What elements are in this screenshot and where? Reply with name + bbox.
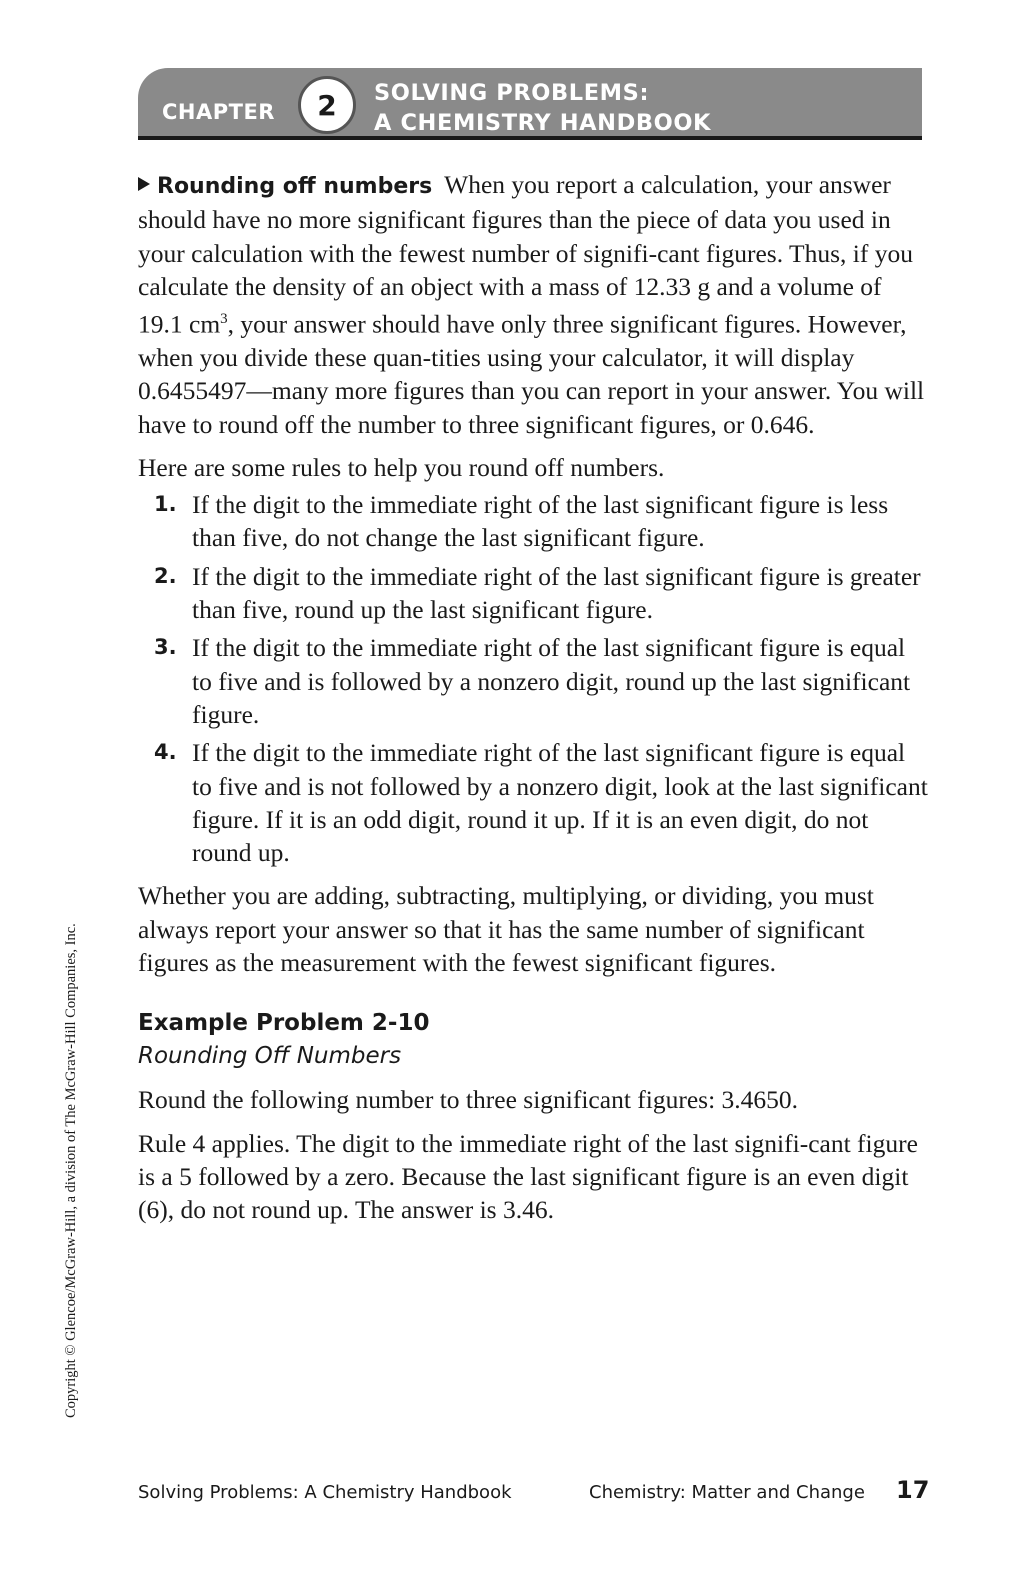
footer-book-title: Solving Problems: A Chemistry Handbook — [138, 1482, 512, 1503]
rules-list — [138, 488, 928, 869]
rule-item — [138, 488, 928, 555]
closing-paragraph: Whether you are adding, subtracting, multiplying, or dividing, you must always report your answer so that it has the same number of significant figures as the measurement with the fewest significant figures. — [138, 881, 874, 978]
chapter-label: CHAPTER — [162, 100, 275, 124]
rule-text: If the digit to the immediate right of the last significant figure is greater than five, round up the last significant figure. — [192, 561, 921, 625]
chapter-title-line-1: SOLVING PROBLEMS: — [374, 80, 650, 106]
rule-text: If the digit to the immediate right of the last significant figure is equal to five and is followed by a nonzero digit, round up the last significant figure. — [192, 633, 911, 729]
rule-item — [138, 736, 928, 869]
main-content — [138, 168, 928, 1237]
rule-text: If the digit to the immediate right of the last significant figure is less than five, do not change the last significant figure. — [192, 490, 889, 553]
rule-number: 4. — [154, 740, 177, 765]
example-heading: Example Problem 2-10 — [138, 1010, 430, 1037]
example-subheading: Rounding Off Numbers — [138, 1043, 402, 1070]
rule-number: 2. — [154, 563, 177, 588]
intro-text-part-2: , your answer should have only three significant figures. However, when you divide these quan-tities using your calculator, it will display 0.6455497—many more figures than you can report in your answer. You will have to round off the number to three significant figures, or 0.646. — [138, 309, 925, 439]
section-heading: Rounding off numbers — [157, 174, 433, 199]
chapter-header — [138, 68, 922, 140]
page-footer — [0, 1476, 1024, 1510]
copyright-notice: Copyright © Glencoe/McGraw-Hill, a division of The McGraw-Hill Companies, Inc. — [63, 923, 79, 1418]
rules-intro: Here are some rules to help you round off numbers. — [138, 452, 665, 482]
rule-item — [138, 631, 928, 731]
chapter-number-badge: 2 — [298, 76, 356, 134]
rule-item — [138, 560, 928, 627]
footer-course-title: Chemistry: Matter and Change — [589, 1482, 865, 1503]
rule-number: 3. — [154, 635, 177, 660]
rule-number: 1. — [154, 492, 177, 517]
intro-text-part-1: When you report a calculation, your answer should have no more significant figures than the piece of data you used in your calculation with the fewest number of signifi-cant figures. Thus, if you calculate the density of an object with a mass of 12.33 g and a volume of 19.1 cm — [138, 170, 913, 339]
chapter-title-line-2: A CHEMISTRY HANDBOOK — [374, 110, 712, 136]
chapter-title — [374, 78, 711, 138]
triangle-bullet-icon — [138, 177, 150, 191]
intro-paragraph — [138, 168, 928, 441]
example-problem: Round the following number to three significant figures: 3.4650. — [138, 1085, 799, 1115]
superscript-3: 3 — [220, 311, 228, 328]
example-solution: Rule 4 applies. The digit to the immediate right of the last signifi-cant figure is a 5 followed by a zero. Because the last significant figure is an even digit (6), do not round up. The answer is 3.46. — [138, 1128, 918, 1225]
page-number: 17 — [896, 1476, 930, 1504]
rule-text: If the digit to the immediate right of the last significant figure is equal to five and is not followed by a nonzero digit, look at the last significant figure. If it is an odd digit, round it up. If it is an even digit, do not round up. — [192, 738, 928, 868]
